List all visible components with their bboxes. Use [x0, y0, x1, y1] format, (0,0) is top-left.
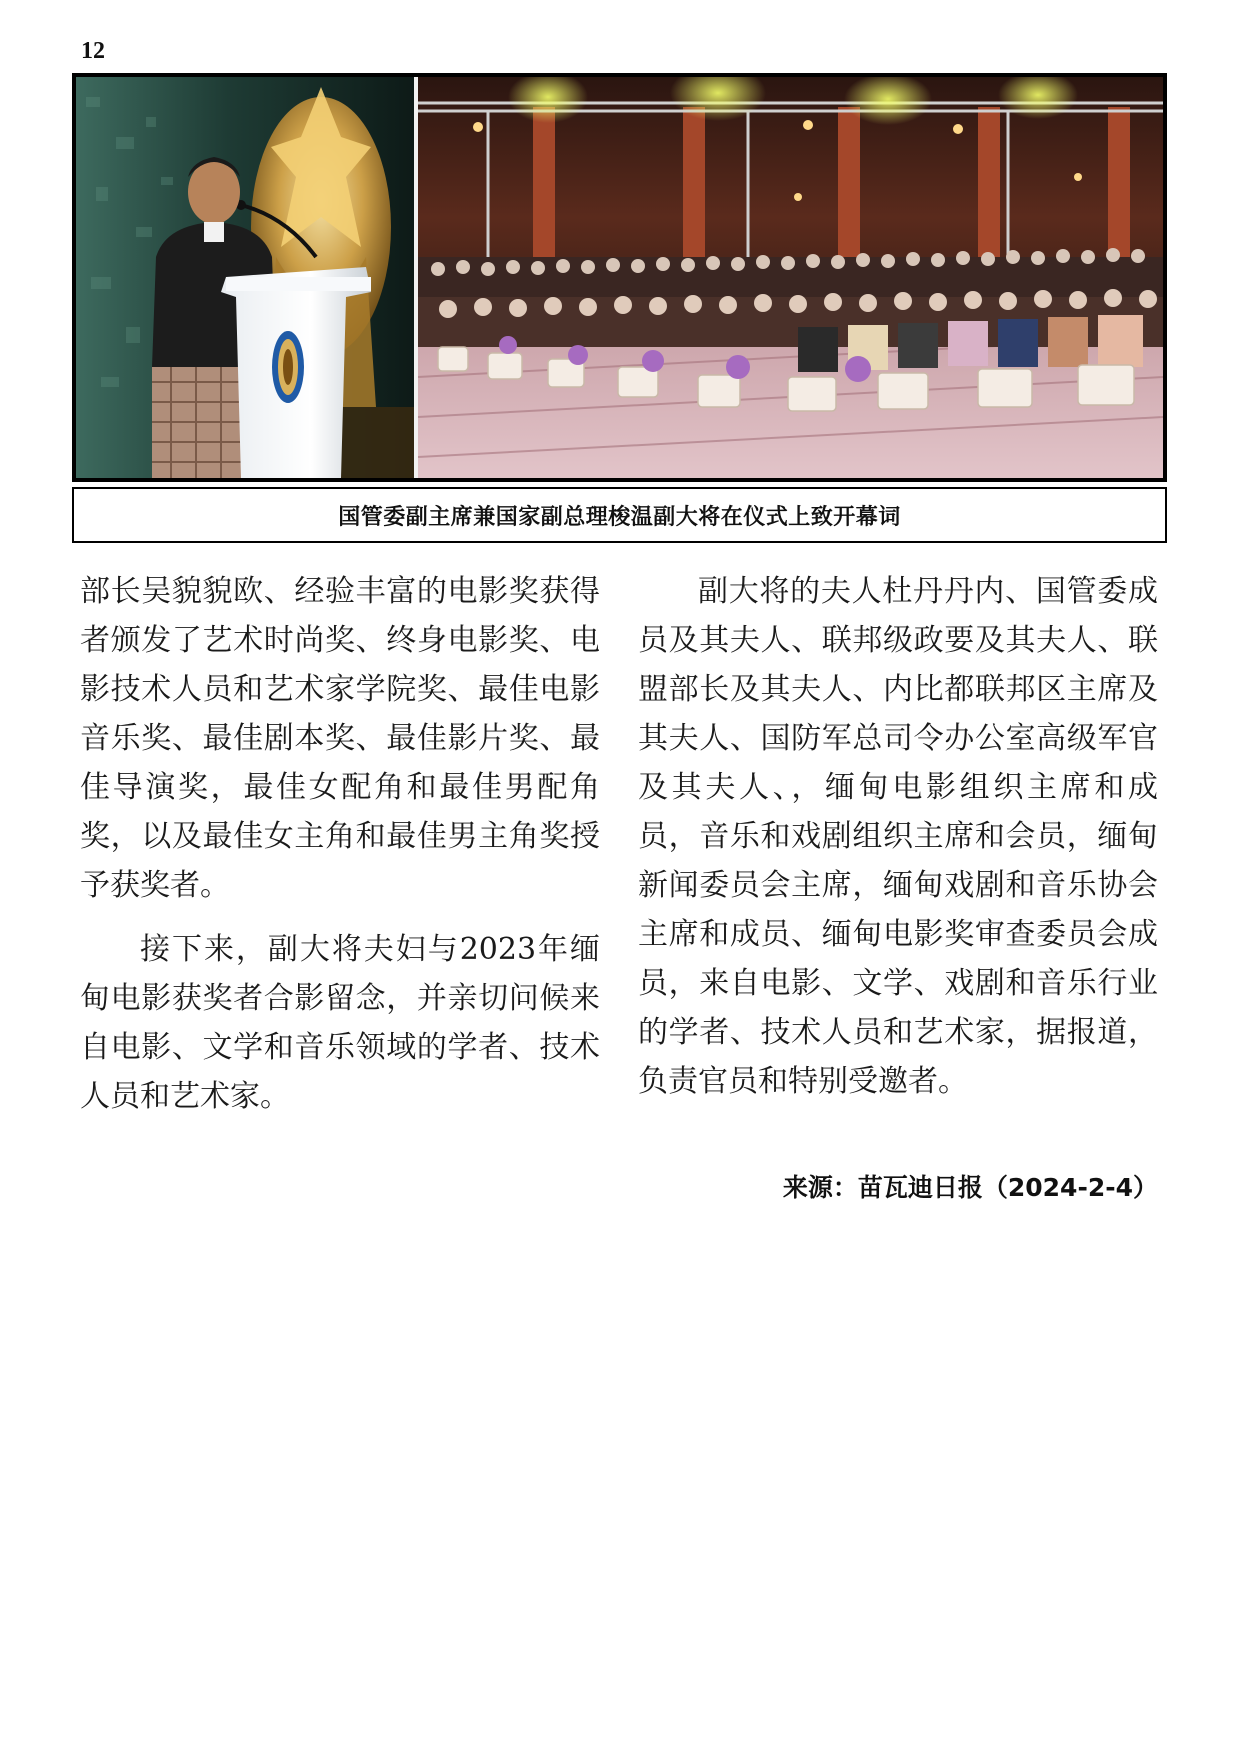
ceremony-audience-photo — [418, 77, 1163, 478]
article-paragraph: 接下来，副大将夫妇与2023年缅甸电影获奖者合影留念，并亲切问候来自电影、文学和音乐领域的学者、技术人员和艺术家。 — [80, 932, 600, 1114]
article-paragraph: 部长吴貌貌欧、经验丰富的电影奖获得者颁发了艺术时尚奖、终身电影奖、电影技术人员和艺术家学院奖、最佳电影音乐奖、最佳剧本奖、最佳影片奖、最佳导演奖，最佳女配角和最佳男配角奖，以及最佳女主角和最佳男主角奖授予获奖者。 — [80, 574, 600, 903]
photo-caption: 国管委副主席兼国家副总理梭温副大将在仪式上致开幕词 — [72, 487, 1167, 543]
article-left-column — [80, 567, 600, 1121]
article-right-column — [638, 567, 1158, 1106]
article-source: 来源：苗瓦迪日报（2024-2-4） — [782, 1173, 1158, 1202]
article-paragraph: 副大将的夫人杜丹丹内、国管委成员及其夫人、联邦级政要及其夫人、联盟部长及其夫人、内比都联邦区主席及其夫人、国防军总司令办公室高级军官及其夫人、，缅甸电影组织主席和成员，音乐和戏剧组织主席和会员，缅甸新闻委员会主席，缅甸戏剧和音乐协会主席和成员、缅甸电影奖审查委员会成员，来自电影、文学、戏剧和音乐行业的学者、技术人员和艺术家，据报道，负责官员和特别受邀者。 — [638, 574, 1158, 1099]
news-photo — [72, 73, 1167, 482]
speaker-at-podium-photo — [76, 77, 414, 478]
page-number: 12 — [81, 38, 105, 64]
